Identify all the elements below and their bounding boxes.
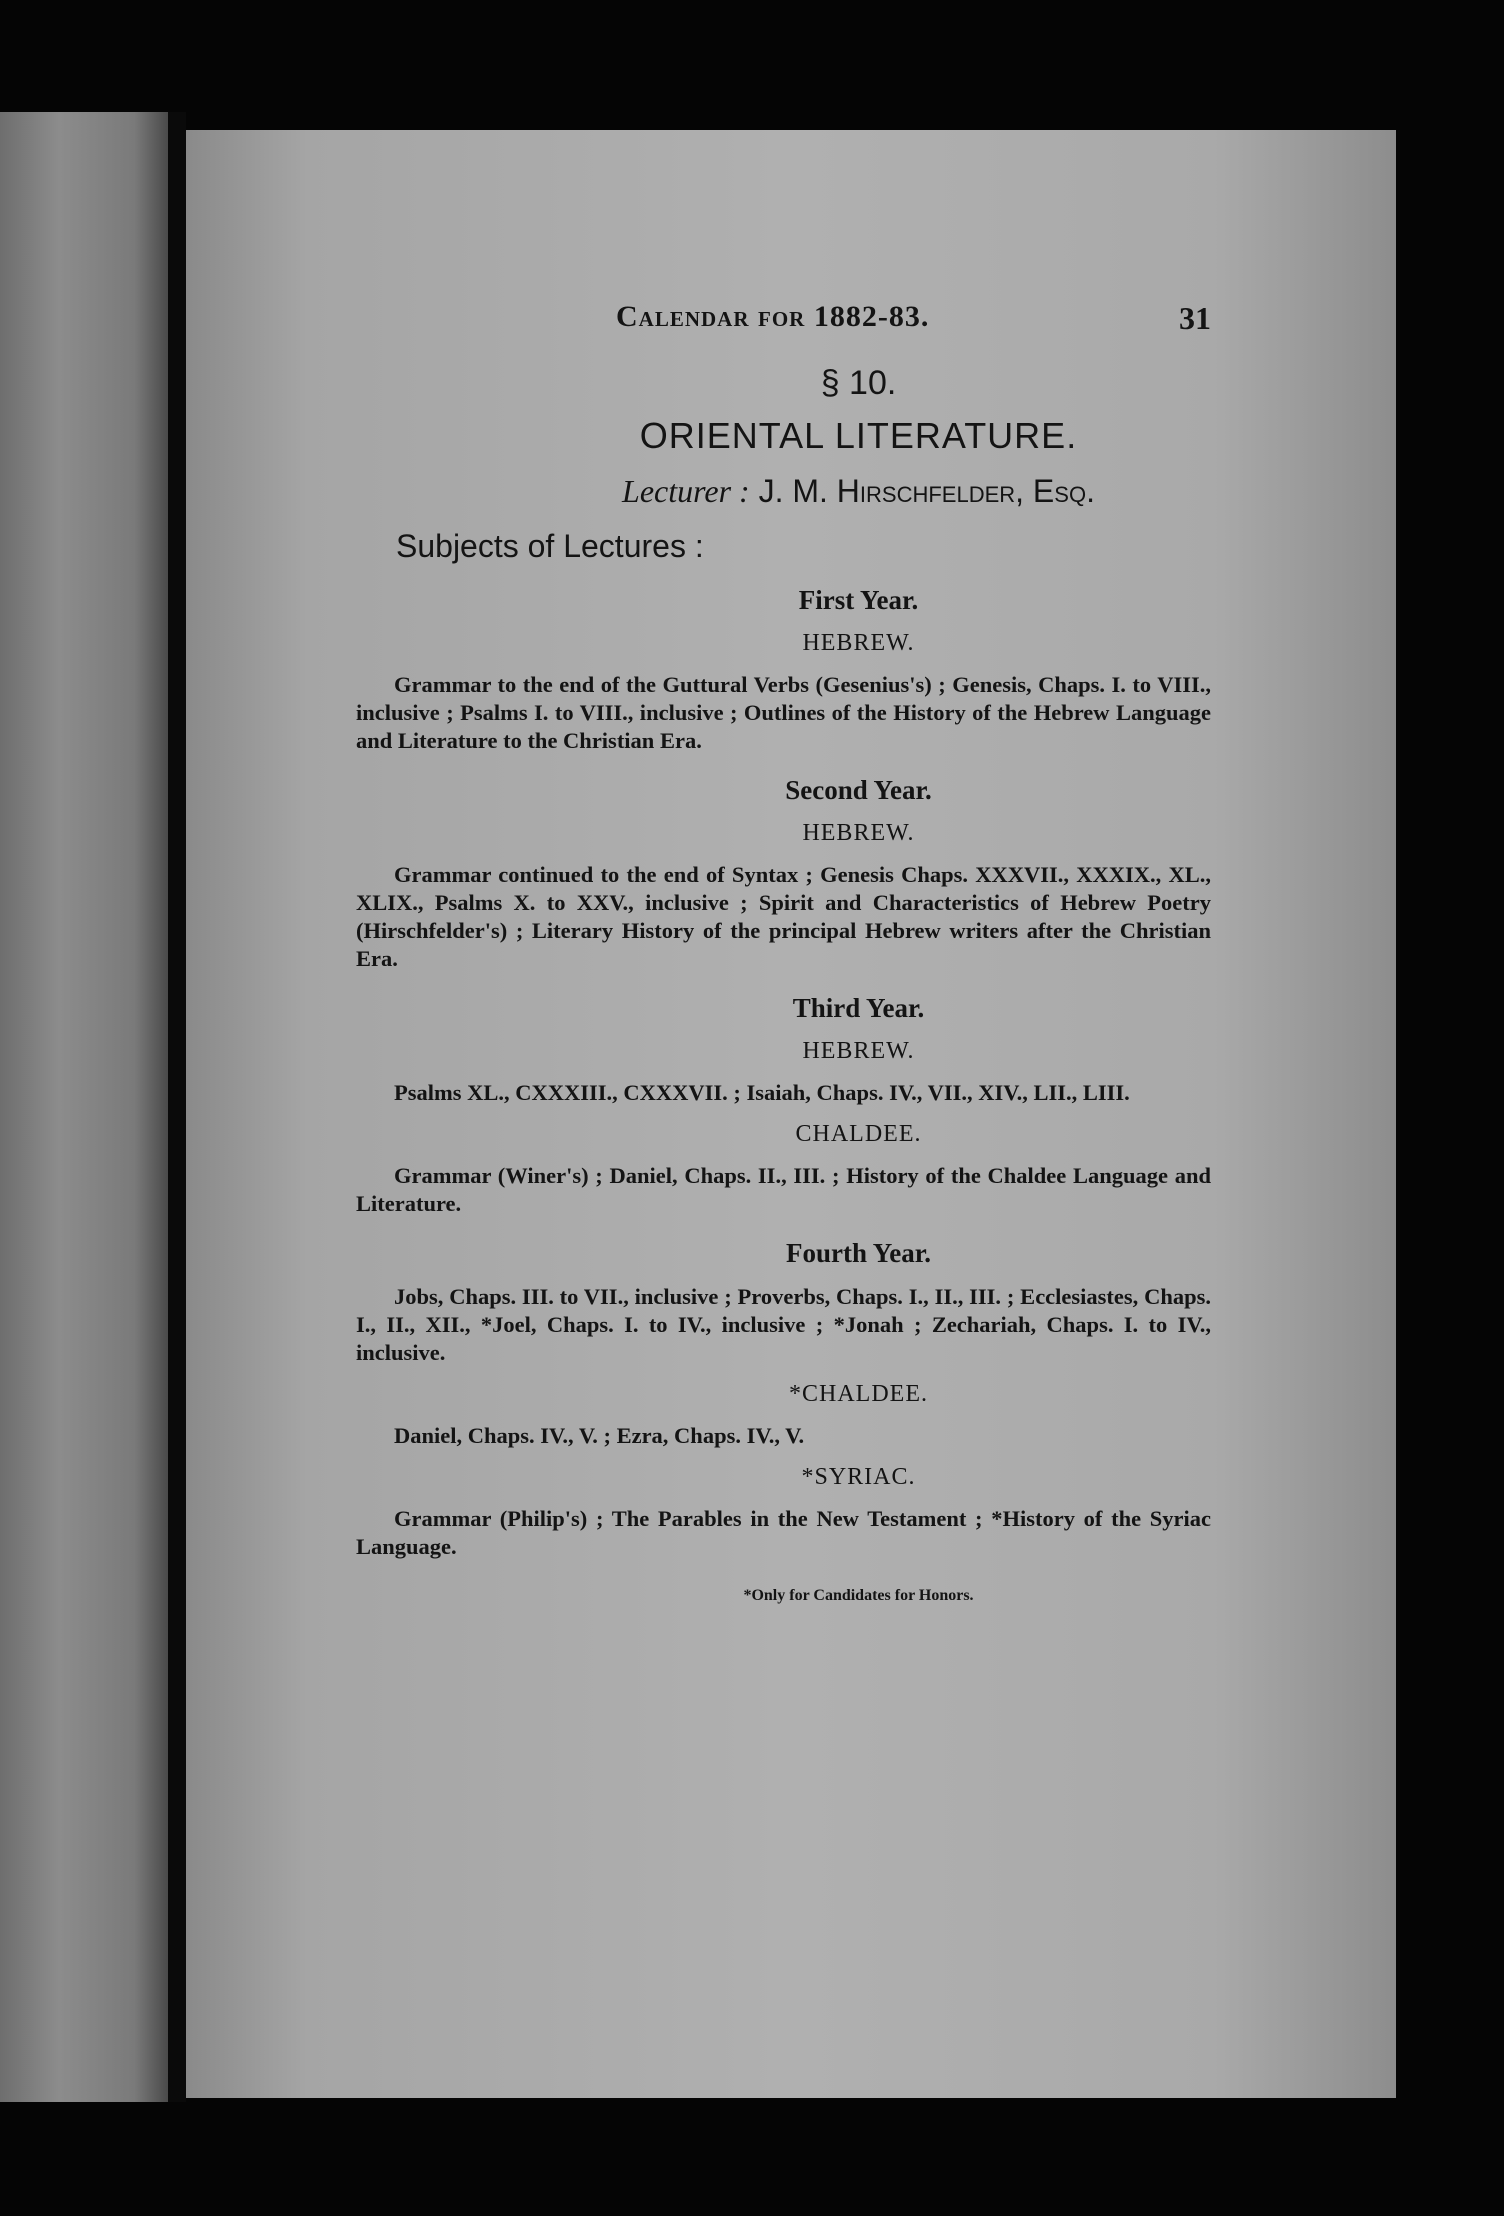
section-number: § 10. bbox=[820, 364, 897, 402]
course-text: Grammar (Philip's) ; The Parables in the New Testament ; *History of the Syriac Language. bbox=[356, 1506, 1211, 1559]
year-heading: Fourth Year. bbox=[786, 1238, 931, 1268]
lecturer-line bbox=[356, 473, 1211, 510]
language-heading: HEBREW. bbox=[802, 820, 915, 846]
language-heading: HEBREW. bbox=[802, 1038, 915, 1064]
language-heading: HEBREW. bbox=[802, 630, 915, 656]
running-title: Calendar for 1882-83. bbox=[616, 300, 930, 333]
page-number: 31 bbox=[1179, 300, 1211, 336]
lecturer-label: Lecturer : bbox=[622, 473, 750, 509]
footnote: *Only for Candidates for Honors. bbox=[743, 1587, 974, 1604]
language-heading: *CHALDEE. bbox=[789, 1381, 928, 1407]
language-heading: CHALDEE. bbox=[795, 1121, 922, 1147]
year-heading: First Year. bbox=[798, 585, 919, 615]
course-text: Jobs, Chaps. III. to VII., inclusive ; Proverbs, Chaps. I., II., III. ; Ecclesiastes, Chaps. I., II., XII., *Joel, Chaps. I. to IV., inclusive ; *Jonah ; Zechariah, Chaps. I. to IV., inclusive. bbox=[356, 1284, 1211, 1365]
language-heading: *SYRIAC. bbox=[801, 1464, 916, 1490]
course-text: Grammar continued to the end of Syntax ; Genesis Chaps. XXXVII., XXXIX., XL., XLIX., Psalms X. to XXV., inclusive ; Spirit and Characteristics of Hebrew Poetry (Hirschfelder's) ; Literary History of the principal Hebrew writers after the Christian Era. bbox=[356, 862, 1211, 971]
running-head bbox=[356, 300, 1211, 344]
course-text: Grammar (Winer's) ; Daniel, Chaps. II., III. ; History of the Chaldee Language and Literature. bbox=[356, 1163, 1211, 1216]
book-gutter bbox=[168, 112, 186, 2102]
course-text: Psalms XL., CXXXIII., CXXXVII. ; Isaiah, Chaps. IV., VII., XIV., LII., LIII. bbox=[394, 1080, 1130, 1105]
course-text: Grammar to the end of the Guttural Verbs (Gesenius's) ; Genesis, Chaps. I. to VIII., inclusive ; Psalms I. to VIII., inclusive ; Outlines of the History of the Hebrew Language and Literature to the Christian Era. bbox=[356, 672, 1211, 753]
lecturer-name: J. M. Hirschfelder, Esq. bbox=[758, 473, 1095, 509]
year-heading: Third Year. bbox=[792, 993, 925, 1023]
page-content bbox=[356, 300, 1211, 1605]
facing-page-edge bbox=[0, 112, 168, 2102]
year-heading: Second Year. bbox=[785, 775, 932, 805]
subjects-heading: Subjects of Lectures : bbox=[396, 528, 704, 564]
book-page bbox=[186, 130, 1396, 2098]
section-title: ORIENTAL LITERATURE. bbox=[639, 415, 1078, 456]
course-text: Daniel, Chaps. IV., V. ; Ezra, Chaps. IV., V. bbox=[394, 1423, 805, 1448]
